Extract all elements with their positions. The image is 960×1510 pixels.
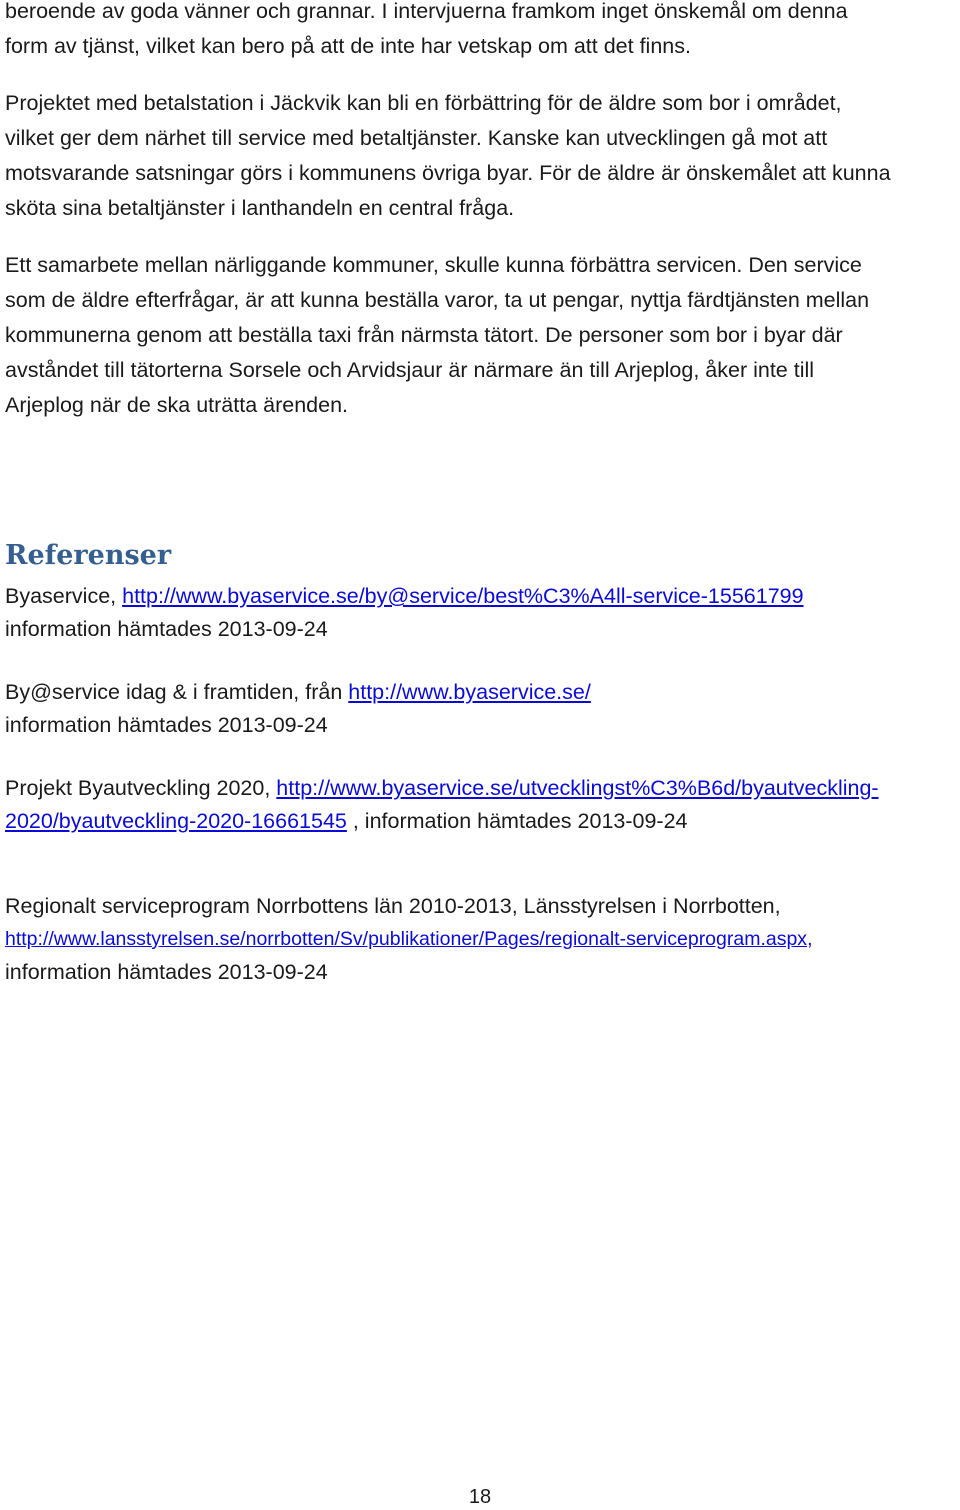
reference-retrieved: information hämtades 2013-09-24 xyxy=(5,617,328,641)
reference-lansstyrelsen xyxy=(5,890,960,989)
reference-title: By@service idag & i framtiden, från xyxy=(5,680,349,704)
reference-line xyxy=(5,676,960,709)
reference-retrieved: information hämtades 2013-09-24 xyxy=(5,960,328,984)
text-line: beroende av goda vänner och grannar. I intervjuerna framkom inget önskemål om denna xyxy=(5,0,848,23)
reference-line xyxy=(5,805,960,838)
text-line: form av tjänst, vilket kan bero på att de inte har vetskap om att det finns. xyxy=(5,34,691,58)
reference-link-byautveckling[interactable]: http://www.byaservice.se/utvecklingst%C3%B6d/byautveckling- xyxy=(276,776,879,800)
text-line: Arjeplog när de ska uträtta ärenden. xyxy=(5,393,349,417)
page-number: 18 xyxy=(468,1486,492,1508)
reference-retrieved: , information hämtades 2013-09-24 xyxy=(346,809,688,833)
text-line: Ett samarbete mellan närliggande kommuner, skulle kunna förbättra servicen. Den service xyxy=(5,253,862,277)
reference-title: Regionalt serviceprogram Norrbottens län 2010-2013, Länsstyrelsen i Norrbotten, xyxy=(5,894,781,918)
paragraph-betalstation xyxy=(5,86,955,226)
text-line: avståndet till tätorterna Sorsele och Arvidsjaur är närmare än till Arjeplog, åker inte till xyxy=(5,358,815,382)
reference-line xyxy=(5,580,960,613)
paragraph-samarbete xyxy=(5,248,955,423)
reference-byaservice-idag xyxy=(5,676,960,742)
reference-title: Byaservice, xyxy=(5,584,123,608)
paragraph-intro xyxy=(5,0,955,64)
text-line: motsvarande satsningar görs i kommunens övriga byar. För de äldre är önskemålet att kunna xyxy=(5,161,891,185)
reference-link-best[interactable]: http://www.byaservice.se/by@service/best%C3%A4ll-service-15561799 xyxy=(122,584,804,608)
text-line: kommunerna genom att beställa taxi från närmsta tätort. De personer som bor i byar där xyxy=(5,323,843,347)
reference-comma: , xyxy=(807,928,813,950)
reference-title: Projekt Byautveckling 2020, xyxy=(5,776,277,800)
text-line: sköta sina betaltjänster i lanthandeln en central fråga. xyxy=(5,196,515,220)
reference-byautveckling xyxy=(5,772,960,838)
reference-link-home[interactable]: http://www.byaservice.se/ xyxy=(348,680,591,704)
text-line: som de äldre efterfrågar, är att kunna beställa varor, ta ut pengar, nyttja färdtjänsten mellan xyxy=(5,288,870,312)
reference-retrieved: information hämtades 2013-09-24 xyxy=(5,713,328,737)
text-line: Projektet med betalstation i Jäckvik kan bli en förbättring för de äldre som bor i området, xyxy=(5,91,842,115)
reference-link-byautveckling-cont[interactable]: 2020/byautveckling-2020-16661545 xyxy=(5,809,347,833)
reference-byaservice xyxy=(5,580,960,646)
reference-line xyxy=(5,923,960,956)
reference-line xyxy=(5,772,960,805)
reference-link-lansstyrelsen[interactable]: http://www.lansstyrelsen.se/norrbotten/Sv/publikationer/Pages/regionalt-serviceprogram.aspx xyxy=(5,928,808,950)
text-line: vilket ger dem närhet till service med betaltjänster. Kanske kan utvecklingen gå mot att xyxy=(5,126,828,150)
references-heading: Referenser xyxy=(5,540,172,571)
